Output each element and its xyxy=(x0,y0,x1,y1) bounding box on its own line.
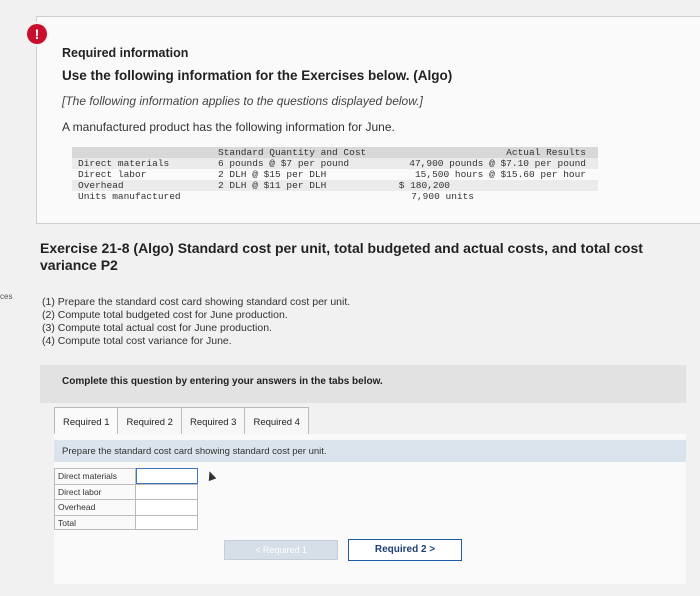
product-description: A manufactured product has the following information for June. xyxy=(62,120,395,134)
task-item: (3) Compute total actual cost for June production. xyxy=(42,322,272,334)
total-input[interactable] xyxy=(136,515,198,531)
previous-required-button[interactable]: < Required 1 xyxy=(224,540,338,560)
task-list xyxy=(42,296,350,348)
table-cell: 2 DLH @ $11 per DLH xyxy=(218,180,327,191)
table-row xyxy=(72,180,598,191)
table-header-row xyxy=(72,147,598,158)
card-label: Total xyxy=(54,515,136,531)
table-cell: Direct labor xyxy=(78,169,147,180)
next-required-button[interactable]: Required 2 > xyxy=(348,539,462,561)
direct-materials-input[interactable] xyxy=(136,468,198,484)
standard-actual-table xyxy=(72,147,598,202)
table-cell: 15,500 hours @ $15.60 per hour xyxy=(414,169,586,180)
table-cell: $ 180,200 xyxy=(398,180,450,191)
sidebar-edge-text: ces xyxy=(0,292,13,301)
table-row xyxy=(72,191,598,202)
tab-required-4[interactable]: Required 4 xyxy=(244,407,308,438)
table-cell: 47,900 pounds @ $7.10 per pound xyxy=(409,158,586,169)
task-item: (1) Prepare the standard cost card showing standard cost per unit. xyxy=(42,296,351,308)
table-cell: 6 pounds @ $7 per pound xyxy=(218,158,350,169)
alert-icon: ! xyxy=(27,24,47,44)
table-header-cell: Standard Quantity and Cost xyxy=(218,147,367,158)
mouse-cursor-icon xyxy=(206,470,217,481)
complete-question-banner xyxy=(40,365,686,403)
card-label: Direct labor xyxy=(54,484,136,500)
complete-question-text: Complete this question by entering your answers in the tabs below. xyxy=(62,376,383,387)
exercise-title: Exercise 21-8 (Algo) Standard cost per unit, total budgeted and actual costs, and total cost variance P2 xyxy=(40,240,643,273)
table-cell: Units manufactured xyxy=(78,191,181,202)
task-item: (4) Compute total cost variance for June. xyxy=(42,335,232,347)
table-cell: Direct materials xyxy=(78,158,170,169)
card-label: Overhead xyxy=(54,499,136,515)
table-row xyxy=(72,169,598,180)
table-cell: 7,900 units xyxy=(411,191,474,202)
tab-required-3[interactable]: Required 3 xyxy=(181,407,245,438)
table-header-cell: Actual Results xyxy=(506,147,586,158)
instruction-text: Prepare the standard cost card showing standard cost per unit. xyxy=(62,446,327,457)
table-cell: 2 DLH @ $15 per DLH xyxy=(218,169,327,180)
table-cell: Overhead xyxy=(78,180,124,191)
overhead-input[interactable] xyxy=(136,499,198,515)
card-label: Direct materials xyxy=(54,468,136,484)
info-heading: Use the following information for the Exercises below. (Algo) xyxy=(62,68,453,83)
task-item: (2) Compute total budgeted cost for June production. xyxy=(42,309,288,321)
direct-labor-input[interactable] xyxy=(136,484,198,500)
info-note: [The following information applies to the questions displayed below.] xyxy=(62,94,423,108)
tab-required-1[interactable]: Required 1 xyxy=(54,407,118,438)
required-information-title: Required information xyxy=(62,46,189,60)
table-row xyxy=(72,158,598,169)
instruction-bar xyxy=(54,440,686,462)
tab-required-2[interactable]: Required 2 xyxy=(117,407,181,438)
tab-content-panel xyxy=(54,434,686,584)
